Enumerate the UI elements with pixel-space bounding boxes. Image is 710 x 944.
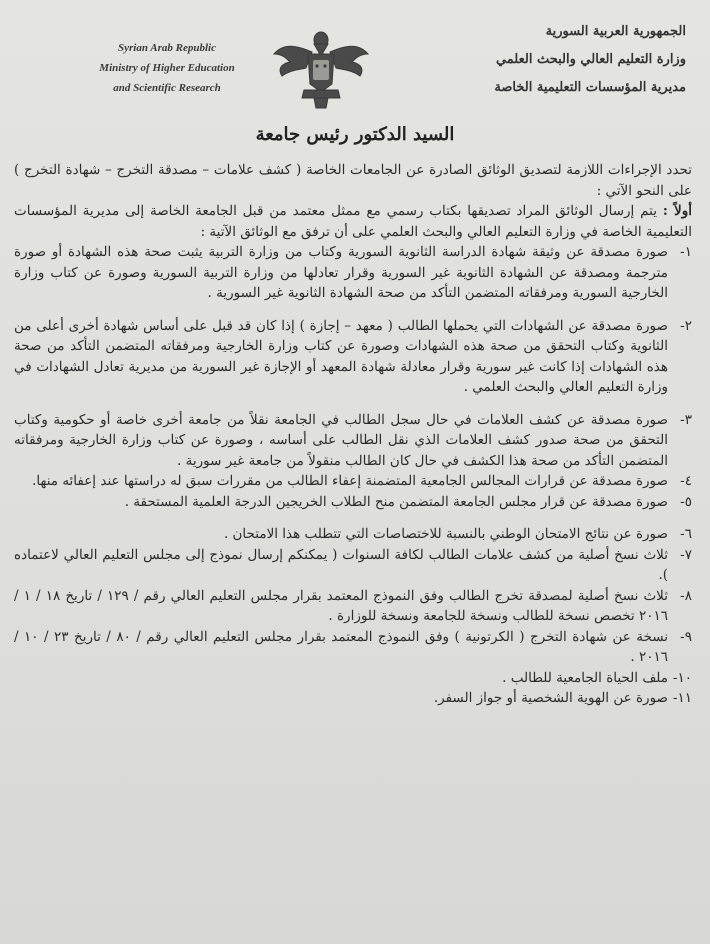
arabic-line-1: الجمهورية العربية السورية: [545, 24, 686, 39]
item-text: صورة مصدقة عن كشف العلامات في حال سجل الطالب في الجامعة نقلاً من جامعة أخرى خاصة أو حكومية وكتاب التحقق من صحة صدور كشف العلامات الذي نقل الطالب على أساسه ، وصورة عن كتاب وزارة الخارجية ومرفقاته المتضمن التأكد من صحة هذا الكشف في حال كان الطالب منقولاً من جامعة غير سورية .: [14, 411, 668, 469]
arabic-line-3: مديرية المؤسسات التعليمية الخاصة: [494, 80, 686, 95]
item-number: ١١-: [672, 690, 692, 706]
arabic-line-2: وزارة التعليم العالي والبحث العلمي: [495, 52, 686, 67]
english-line-2: Ministry of Higher Education: [99, 62, 235, 74]
item-text: صورة مصدقة عن قرارات المجالس الجامعية المتضمنة إعفاء الطالب من مقررات سبق له دراستها عند إعفائه منها.: [32, 473, 668, 489]
list-item: [14, 492, 692, 513]
item-text: صورة مصدقة عن وثيقة شهادة الدراسة الثانوية السورية وكتاب من وزارة التربية يثبت صحة هذه الشهادة أو صورة مترجمة ومصدقة عن الشهادة الثانوية غير السورية وقرار تعادلها من وزارة التربية السورية وصورة عن كتاب وزارة الخارجية السورية ومرفقاته المتضمن التأكد من صحة الشهادة الثانوية غير السورية .: [14, 244, 668, 301]
list-item: [14, 242, 692, 304]
list-item: [14, 410, 692, 472]
first-label: أولاً :: [662, 203, 693, 219]
item-text: ثلاث نسخ أصلية من كشف علامات الطالب لكافة السنوات ( يمكنكم إرسال نموذج إلى مجلس التعليم العالي لاعتماده ).: [14, 546, 668, 583]
item-number: ٦-: [680, 526, 692, 542]
item-text: صورة مصدقة عن قرار مجلس الجامعة المتضمن منح الطلاب الخريجين الدرجة العلمية المستحقة .: [124, 493, 668, 510]
item-text: صورة عن الهوية الشخصية أو جواز السفر.: [433, 690, 668, 706]
list-item: [14, 545, 692, 586]
arabic-letterhead: [436, 18, 686, 102]
item-number: ٨-: [680, 587, 692, 604]
item-number: ١-: [680, 244, 692, 260]
english-letterhead: [72, 38, 262, 98]
english-line-3: and Scientific Research: [113, 82, 221, 94]
list-item: [14, 471, 692, 492]
item-number: ٢-: [680, 317, 692, 334]
list-item: [14, 668, 692, 689]
item-number: ٣-: [680, 411, 692, 428]
syrian-eagle-emblem-icon: [268, 24, 374, 110]
list-item: [14, 586, 692, 627]
item-text: صورة عن نتائج الامتحان الوطني بالنسبة للاختصاصات التي تتطلب هذا الامتحان .: [223, 526, 668, 542]
first-text: يتم إرسال الوثائق المراد تصديقها بكتاب رسمي مع ممثل معتمد من قبل الجامعة الخاصة إلى مديرية المؤسسات التعليمية الخاصة في وزارة التعليم العالي والبحث العلمي على أن ترفق مع الوثائق الآتية :: [14, 203, 692, 240]
item-number: ١٠-: [672, 669, 692, 686]
item-text: صورة مصدقة عن الشهادات التي يحملها الطالب ( معهد – إجازة ) إذا كان قد قبل على أساس شهادة أخرى أعلى من الثانوية وكتاب التحقق من صحة هذه الشهادات وصورة عن كتاب وزارة الخارجية ومرفقاته المتضمن التأكد من صحة هذه الشهادات إذا كانت غير سورية وقرار معادلة شهادة المعهد أو الإجازة غير السورية من مديرية تعادل الشهادات في وزارة التعليم العالي والبحث العلمي .: [14, 317, 668, 395]
item-text: ثلاث نسخ أصلية لمصدقة تخرج الطالب وفق النموذج المعتمد بقرار مجلس التعليم العالي رقم / ١٢٩ / تاريخ ١٨ / ١ / ٢٠١٦ تخصص نسخة للطالب ونسخة للجامعة ونسخة للوزارة .: [14, 587, 668, 624]
item-number: ٧-: [680, 546, 692, 563]
list-item: [14, 316, 692, 398]
intro-paragraph: تحدد الإجراءات اللازمة لتصديق الوثائق الصادرة عن الجامعات الخاصة ( كشف علامات – مصدقة التخرج – شهادة التخرج ) على النحو الآتي :: [14, 162, 692, 199]
first-clause: [14, 201, 692, 242]
item-number: ٤-: [680, 473, 692, 489]
document-title: السيد الدكتور رئيس جامعة: [255, 124, 455, 145]
item-number: ٩-: [680, 628, 692, 645]
item-number: ٥-: [680, 493, 692, 510]
list-item: [14, 627, 692, 668]
list-item: [14, 524, 692, 545]
item-text: نسخة عن شهادة التخرج ( الكرتونية ) وفق النموذج المعتمد بقرار مجلس التعليم العالي رقم / ٨٠ / تاريخ ٢٣ / ١٠ / ٢٠١٦ .: [14, 628, 668, 665]
list-item: [14, 688, 692, 709]
document-body: [14, 160, 692, 934]
item-text: ملف الحياة الجامعية للطالب .: [502, 669, 668, 686]
english-line-1: Syrian Arab Republic: [118, 42, 216, 54]
